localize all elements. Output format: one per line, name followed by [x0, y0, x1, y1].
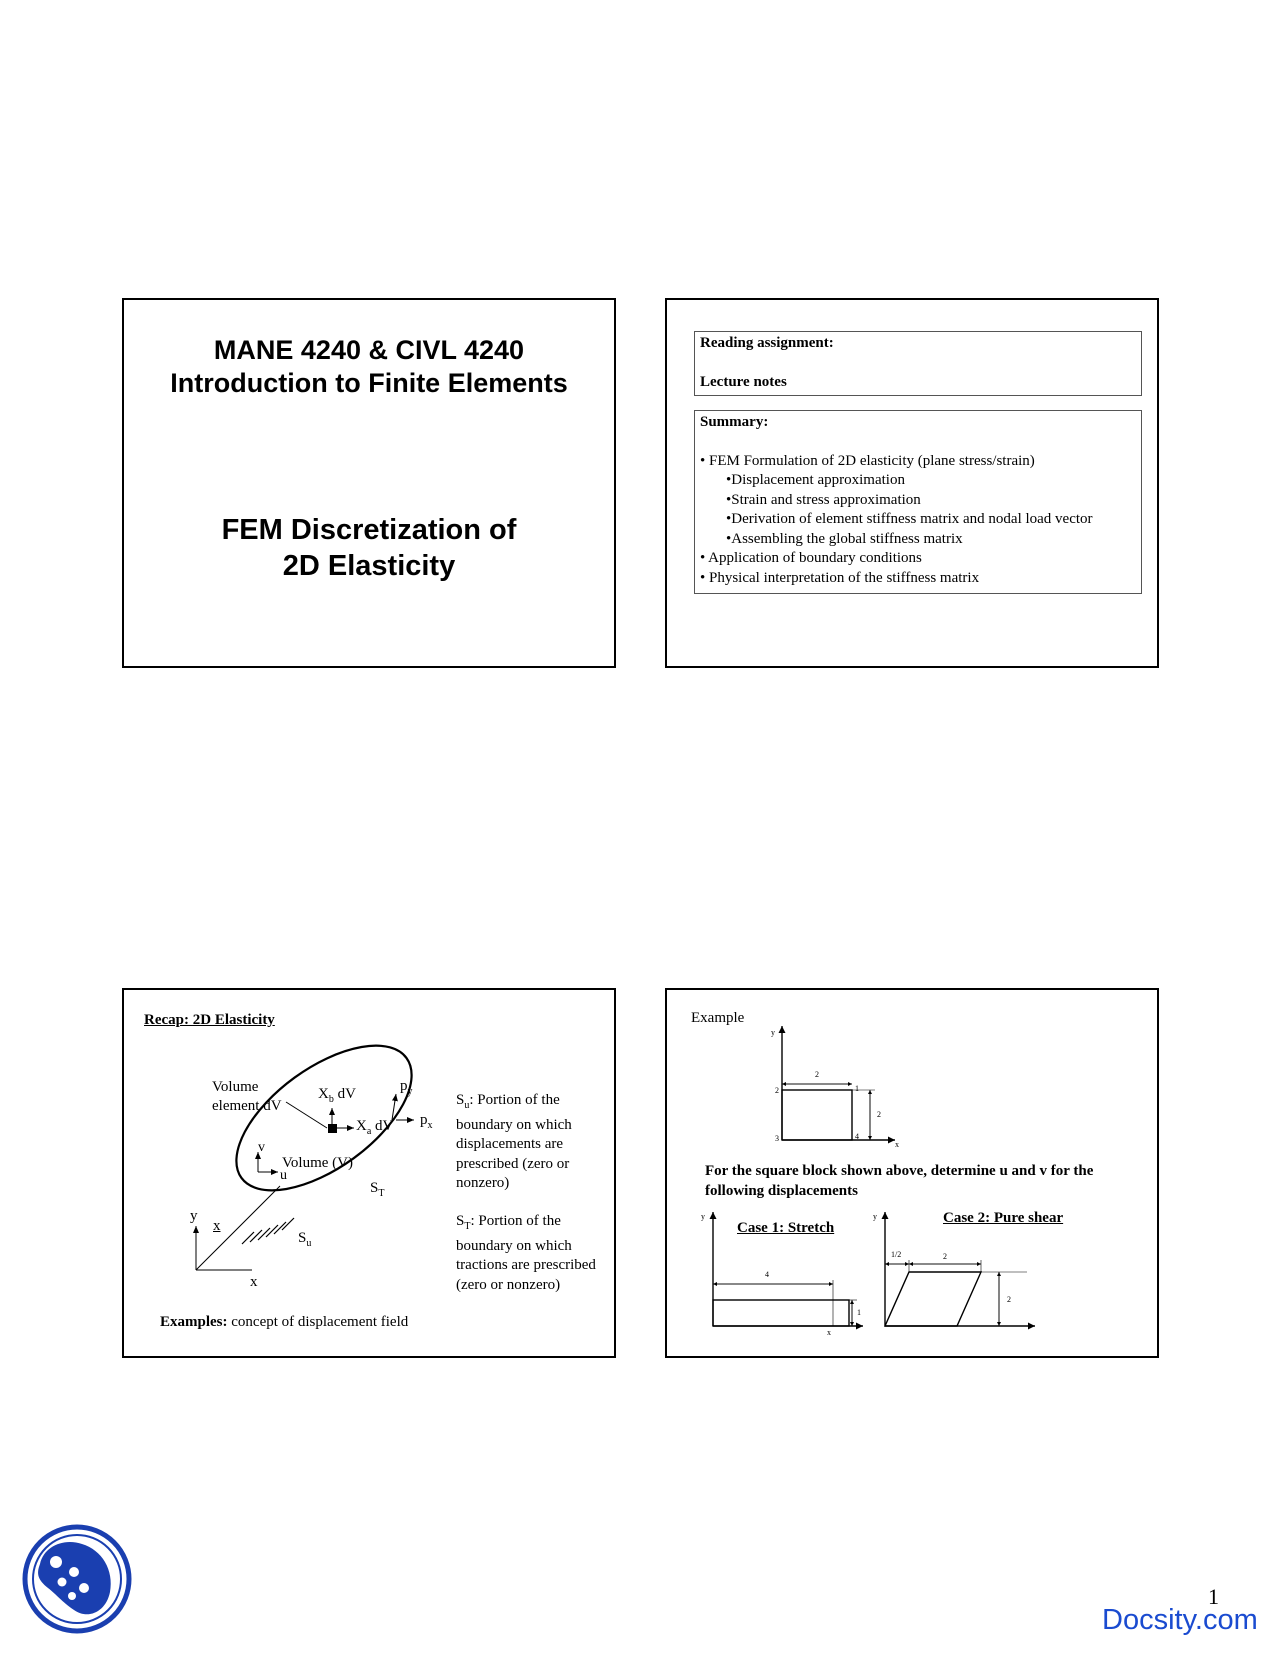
xa-sub: a — [366, 1126, 372, 1137]
fig-top-height: 2 — [877, 1110, 881, 1119]
st-label — [370, 1180, 384, 1199]
summary-item: • Physical interpretation of the stiffness matrix — [700, 569, 980, 586]
case2-figure — [885, 1212, 1035, 1326]
summary-heading: Summary: — [700, 414, 769, 430]
volume-element-line2: element dV — [212, 1098, 282, 1114]
st-sub: T — [378, 1188, 385, 1199]
case2-y-label: y — [873, 1212, 877, 1221]
py-label — [400, 1078, 413, 1097]
px-label — [420, 1112, 433, 1131]
case2-width: 2 — [943, 1252, 947, 1261]
page-number: 1 — [1208, 1584, 1219, 1609]
volume-element-cube — [328, 1124, 337, 1133]
docsity-logo — [22, 1524, 132, 1634]
course-name: Introduction to Finite Elements — [170, 368, 568, 398]
case1-height: 1 — [857, 1308, 861, 1317]
lecture-topic — [124, 512, 614, 584]
examples-line — [160, 1314, 408, 1331]
st-desc-text: : Portion of the boundary on which tractions are prescribed (zero or nonzero) — [456, 1213, 596, 1293]
summary-subitem: •Displacement approximation — [726, 472, 905, 488]
slide-title — [122, 298, 616, 668]
xa-symbol: X — [356, 1118, 367, 1134]
py-sub: y — [407, 1086, 413, 1097]
slide-summary — [665, 298, 1159, 668]
node-2-label: 2 — [775, 1086, 779, 1095]
examples-text: concept of displacement field — [227, 1314, 409, 1330]
slide3-title: Recap: 2D Elasticity — [144, 1012, 275, 1028]
su-label — [298, 1230, 311, 1249]
st-desc-symbol: S — [456, 1213, 465, 1229]
fig-top-width: 2 — [815, 1070, 819, 1079]
xb-label — [318, 1086, 356, 1105]
axis-x-label: x — [250, 1274, 258, 1290]
case2-title: Case 2: Pure shear — [943, 1210, 1064, 1226]
xb-tail: dV — [333, 1086, 356, 1102]
course-code: MANE 4240 & CIVL 4240 — [213, 335, 525, 365]
node-4-label: 4 — [855, 1132, 859, 1141]
course-title — [124, 334, 614, 400]
su-symbol: S — [298, 1230, 307, 1246]
v-label: v — [258, 1140, 265, 1155]
docsity-link[interactable]: Docsity.com — [1102, 1604, 1258, 1636]
py-symbol: p — [400, 1078, 408, 1094]
summary-item: • Application of boundary conditions — [700, 550, 922, 566]
reading-heading: Reading assignment: — [700, 335, 834, 351]
su-desc-symbol: S — [456, 1092, 465, 1108]
su-hatch — [242, 1218, 294, 1244]
slide-recap-elasticity — [122, 988, 616, 1358]
xa-label — [356, 1118, 393, 1137]
volume-label: Volume (V) — [282, 1155, 353, 1171]
square-block-figure — [782, 1026, 895, 1140]
case2-height: 2 — [1007, 1295, 1011, 1304]
summary-box — [694, 410, 1142, 594]
su-desc-sub: u — [464, 1100, 470, 1111]
case2-shift: 1/2 — [891, 1250, 902, 1259]
px-sub: x — [427, 1120, 433, 1131]
st-description — [456, 1212, 614, 1295]
node-3-label: 3 — [775, 1134, 779, 1143]
position-vector — [196, 1186, 280, 1270]
reading-box — [694, 331, 1142, 396]
su-sub: u — [306, 1238, 312, 1249]
fig-top-y-label: y — [771, 1028, 775, 1037]
node-1-label: 1 — [855, 1084, 859, 1093]
summary-subitem: •Strain and stress approximation — [726, 491, 921, 508]
body-ellipse — [212, 1018, 436, 1219]
topic-line-2: 2D Elasticity — [282, 550, 456, 582]
xa-tail: dV — [371, 1118, 394, 1134]
reading-text: Lecture notes — [700, 373, 787, 390]
topic-line-1: FEM Discretization of — [221, 514, 517, 546]
summary-subitem: •Assembling the global stiffness matrix — [726, 530, 963, 547]
case1-width: 4 — [765, 1270, 769, 1279]
su-description — [456, 1091, 614, 1194]
volume-element-label — [212, 1078, 282, 1116]
fig-top-x-label: x — [895, 1140, 899, 1149]
summary-item: • FEM Formulation of 2D elasticity (plane stress/strain) — [700, 452, 1035, 469]
slide4-title: Example — [691, 1010, 745, 1026]
st-desc-sub: T — [464, 1221, 471, 1232]
xb-sub: b — [328, 1094, 334, 1105]
slide-example — [665, 988, 1159, 1358]
px-symbol: p — [420, 1112, 428, 1128]
summary-subitem: •Derivation of element stiffness matrix and nodal load vector — [726, 511, 1093, 527]
case1-x-label: x — [827, 1328, 831, 1337]
example-question: For the square block shown above, determine u and v for the following displacements — [705, 1163, 1094, 1199]
case1-y-label: y — [701, 1212, 705, 1221]
st-symbol: S — [370, 1180, 379, 1196]
position-x-label: x — [213, 1218, 221, 1234]
volume-element-line1: Volume — [212, 1079, 259, 1095]
leader-line — [286, 1102, 327, 1128]
su-desc-text: : Portion of the boundary on which displacements are prescribed (zero or nonzero) — [456, 1092, 572, 1191]
axis-y-label: y — [190, 1208, 198, 1224]
examples-label: Examples: — [160, 1314, 228, 1330]
case1-title: Case 1: Stretch — [737, 1220, 835, 1236]
xb-symbol: X — [318, 1086, 329, 1102]
u-label: u — [280, 1168, 287, 1183]
